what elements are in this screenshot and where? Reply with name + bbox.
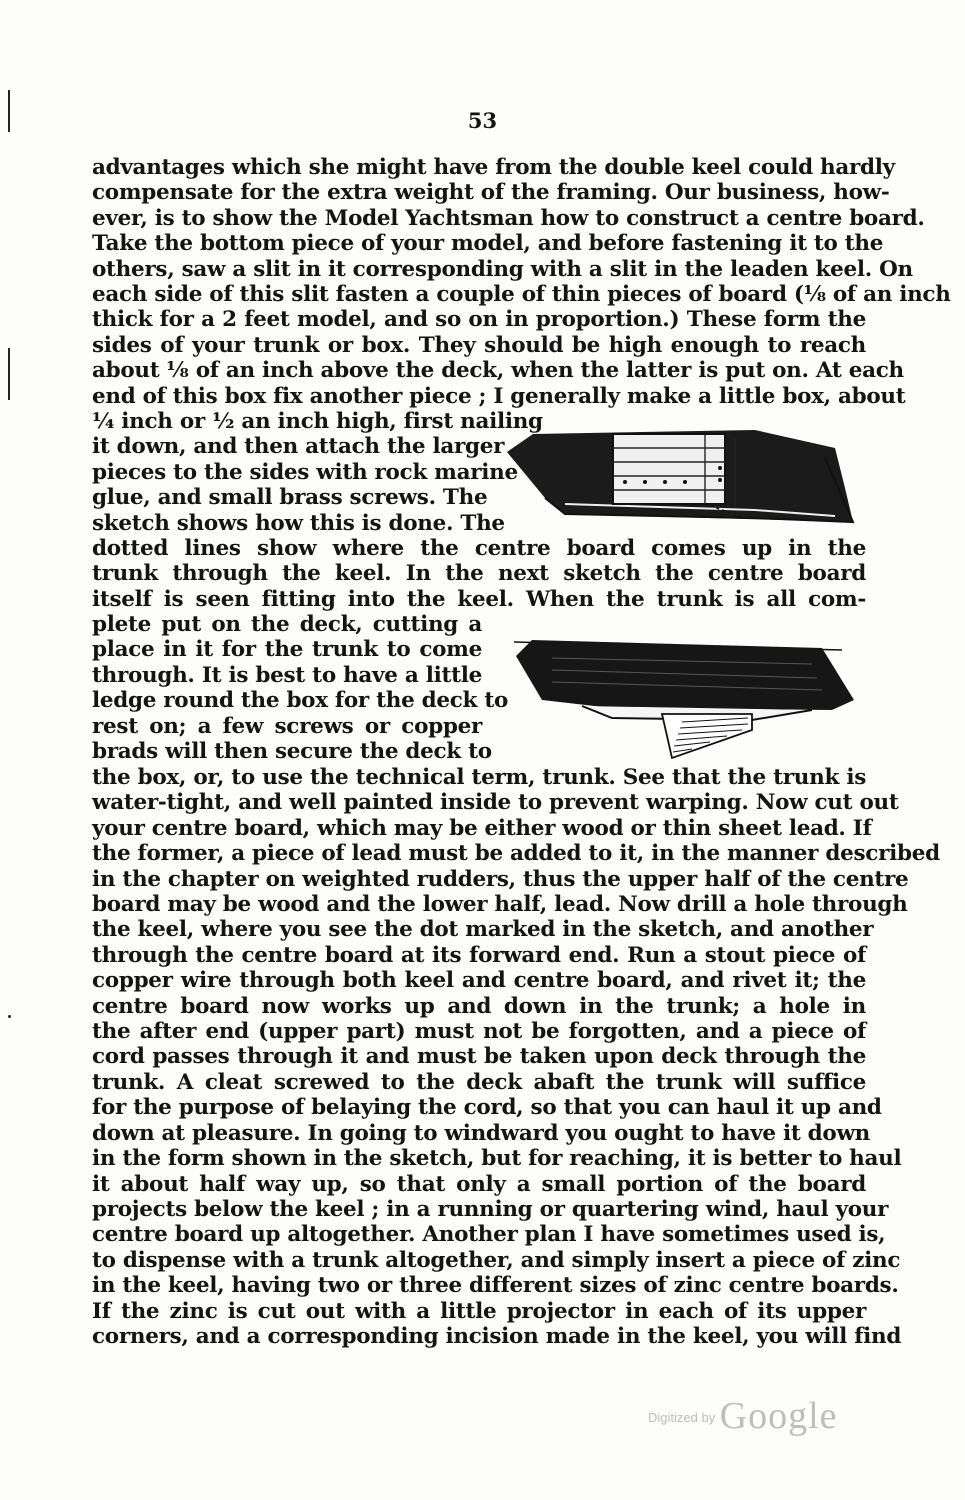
text-line: compensate for the extra weight of the framing. Our business, how- <box>92 180 890 206</box>
text-line: each side of this slit fasten a couple of thin pieces of board (⅛ of an inch <box>92 282 951 308</box>
text-line: itself is seen fitting into the keel. When the trunk is all com- <box>92 586 866 612</box>
text-line: sketch shows how this is done. The <box>92 510 505 536</box>
text-line: the after end (upper part) must not be forgotten, and a piece of <box>92 1019 866 1045</box>
google-logo-text: Google <box>719 1395 838 1437</box>
trunk-box <box>613 434 725 504</box>
text-line: sides of your trunk or box. They should be high enough to reach <box>92 332 866 358</box>
text-line: end of this box fix another piece ; I generally make a little box, about <box>92 383 906 409</box>
text-line: centre board up altogether. Another plan I have sometimes used is, <box>92 1222 886 1248</box>
text-line: others, saw a slit in it corresponding with a slit in the leaden keel. On <box>92 256 913 282</box>
text-line: corners, and a corresponding incision made in the keel, you will find <box>92 1323 902 1349</box>
text-line: cord passes through it and must be taken upon deck through the <box>92 1044 866 1070</box>
text-line: brads will then secure the deck to <box>92 739 492 765</box>
text-line: the box, or, to use the technical term, trunk. See that the trunk is <box>92 765 866 790</box>
paragraph-block-1 <box>92 155 951 409</box>
paragraph-block-4 <box>92 612 509 765</box>
scan-edge-dot <box>8 1015 11 1018</box>
text-line: place in it for the trunk to come <box>92 637 482 663</box>
text-line: dotted lines show where the centre board comes up in the <box>92 536 866 561</box>
page-number: 53 <box>467 108 498 133</box>
text-line: ¼ inch or ½ an inch high, first nailing <box>92 409 543 434</box>
text-line: advantages which she might have from the double keel could hardly <box>92 155 895 180</box>
figure-trunk-box-sketch <box>505 418 857 526</box>
text-line: pieces to the sides with rock marine <box>92 459 518 485</box>
scan-edge-mark-middle <box>8 348 10 400</box>
text-line: it down, and then attach the larger <box>92 434 505 460</box>
text-line: trunk through the keel. In the next sketch the centre board <box>92 561 866 587</box>
text-line: through the centre board at its forward end. Run a stout piece of <box>92 942 866 968</box>
text-line: ever, is to show the Model Yachtsman how to construct a centre board. <box>92 205 925 231</box>
text-line: projects below the keel ; in a running or quartering wind, haul your <box>92 1196 889 1222</box>
text-line: glue, and small brass screws. The <box>92 485 488 511</box>
text-line: about ⅛ of an inch above the deck, when the latter is put on. At each <box>92 358 904 384</box>
digitized-by-label: Digitized by <box>648 1410 716 1425</box>
text-line: it about half way up, so that only a small portion of the board <box>92 1171 866 1197</box>
text-line: plete put on the deck, cutting a <box>92 612 482 637</box>
paragraph-block-3 <box>92 536 866 612</box>
paragraph-block-5 <box>92 765 940 1349</box>
text-line: to dispense with a trunk altogether, and simply insert a piece of zinc <box>92 1247 901 1273</box>
text-line: Take the bottom piece of your model, and before fastening it to the <box>92 231 884 257</box>
text-line: the keel, where you see the dot marked in the sketch, and another <box>92 917 874 943</box>
text-line: down at pleasure. In going to windward you ought to have it down <box>92 1120 870 1146</box>
text-line: your centre board, which may be either wood or thin sheet lead. If <box>92 815 872 841</box>
paragraph-block-2 <box>92 409 543 536</box>
text-line: in the form shown in the sketch, but for reaching, it is better to haul <box>92 1146 902 1172</box>
text-line: trunk. A cleat screwed to the deck abaft the trunk will suffice <box>92 1069 866 1095</box>
text-line: water-tight, and well painted inside to prevent warping. Now cut out <box>92 790 899 816</box>
text-line: rest on; a few screws or copper <box>92 713 482 739</box>
hull-outline <box>516 640 854 710</box>
google-watermark <box>648 1394 838 1438</box>
text-line: in the keel, having two or three different sizes of zinc centre boards. <box>92 1273 899 1299</box>
text-line: board may be wood and the lower half, lead. Now drill a hole through <box>92 892 908 918</box>
text-line: If the zinc is cut out with a little projector in each of its upper <box>92 1298 866 1324</box>
text-line: centre board now works up and down in the trunk; a hole in <box>92 993 866 1019</box>
text-line: for the purpose of belaying the cord, so that you can haul it up and <box>92 1095 882 1121</box>
text-line: the former, a piece of lead must be added to it, in the manner described <box>92 841 940 867</box>
text-line: through. It is best to have a little <box>92 662 482 688</box>
text-line: ledge round the box for the deck to <box>92 688 509 714</box>
text-line: thick for a 2 feet model, and so on in proportion.) These form the <box>92 307 866 333</box>
figure-centre-board-sketch <box>512 630 857 762</box>
text-line: in the chapter on weighted rudders, thus the upper half of the centre <box>92 866 909 892</box>
text-line: copper wire through both keel and centre board, and rivet it; the <box>92 968 866 994</box>
